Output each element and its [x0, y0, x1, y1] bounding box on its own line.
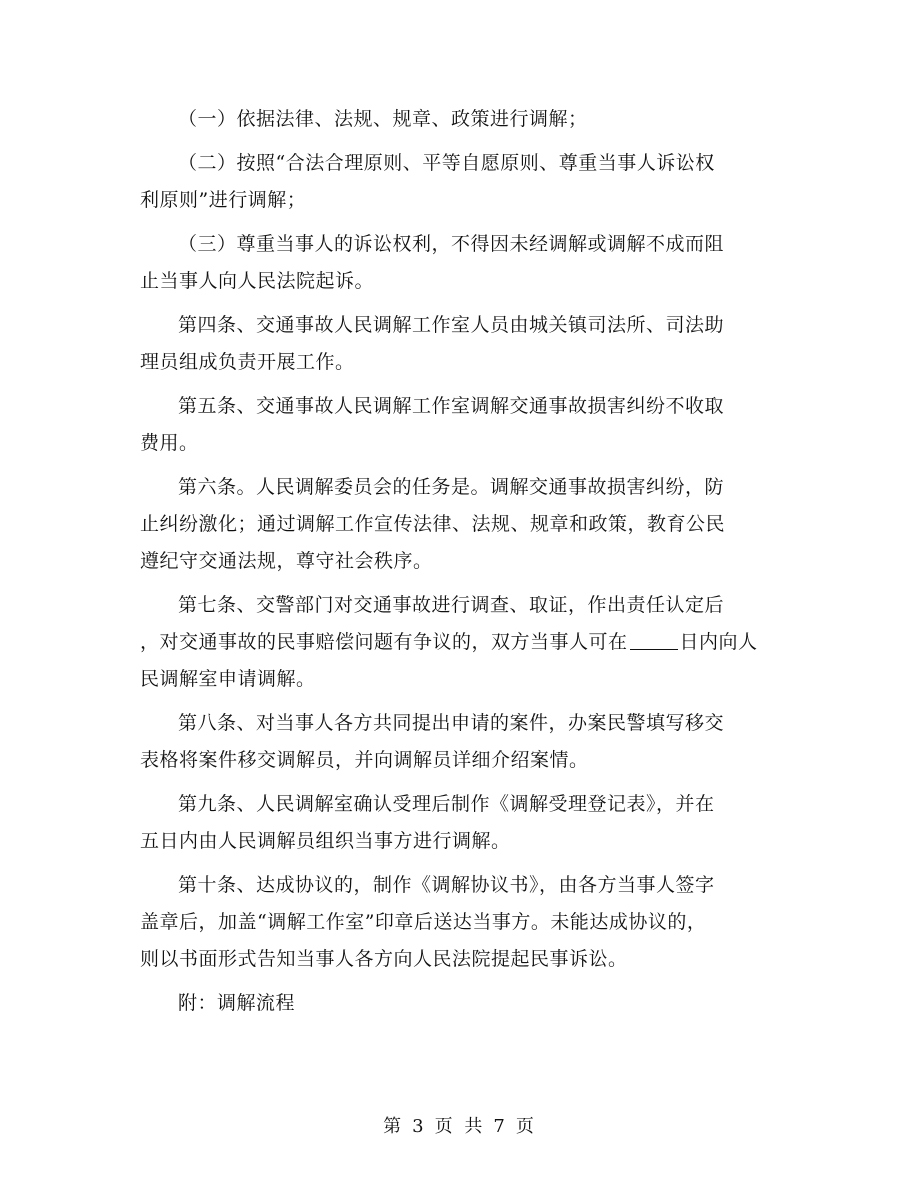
paragraph-line: 则以书面形式告知当事人各方向人民法院提起民事诉讼。: [140, 948, 628, 970]
article-7: [140, 587, 778, 698]
paragraph-2: [140, 145, 778, 219]
article-9: [140, 786, 778, 860]
paragraph-line: 止当事人向人民法院起诉。: [140, 270, 375, 292]
paragraph-line: 第七条、交警部门对交通事故进行调查、取证，作出责任认定后: [178, 594, 725, 616]
paragraph-line: （三）尊重当事人的诉讼权利，不得因未经调解或调解不成而阻: [178, 233, 725, 255]
paragraph-1: [178, 101, 778, 138]
article-4: [140, 307, 778, 381]
paragraph-line: 止纠纷激化；通过调解工作宣传法律、法规、规章和政策，教育公民: [140, 513, 726, 535]
page-number: 3: [412, 1116, 427, 1137]
line-text: ，对交通事故的民事赔偿问题有争议的，双方当事人可在: [140, 631, 628, 653]
paragraph-line: 五日内由人民调解员组织当事方进行调解。: [140, 830, 511, 852]
paragraph-3: [140, 226, 778, 300]
paragraph-line: 第四条、交通事故人民调解工作室人员由城关镇司法所、司法助: [178, 314, 725, 336]
paragraph-line: 表格将案件移交调解员，并向调解员详细介绍案情。: [140, 749, 589, 771]
paragraph-line-with-blank: [140, 624, 778, 661]
paragraph-line: 遵纪守交通法规，尊守社会秩序。: [140, 550, 433, 572]
paragraph-line: （二）按照“合法合理原则、平等自愿原则、尊重当事人诉讼权: [178, 152, 715, 174]
article-5: [140, 388, 778, 462]
paragraph-line: 第六条。人民调解委员会的任务是。调解交通事故损害纠纷，防: [178, 476, 725, 498]
document-body: [140, 101, 778, 1029]
paragraph-line: 利原则”进行调解；: [140, 189, 307, 211]
line-text: 日内向人: [679, 631, 758, 653]
paragraph-line: 盖章后，加盖“调解工作室”印章后送达当事方。未能达成协议的，: [140, 911, 707, 933]
total-pages: 7: [493, 1116, 508, 1137]
article-6: [140, 469, 778, 580]
article-8: [140, 705, 778, 779]
footer-suffix: 页: [515, 1116, 537, 1137]
paragraph-line: 第八条、对当事人各方共同提出申请的案件，办案民警填写移交: [178, 712, 725, 734]
paragraph-line: 第五条、交通事故人民调解工作室调解交通事故损害纠纷不收取: [178, 395, 725, 417]
paragraph-line: 第十条、达成协议的，制作《调解协议书》，由各方当事人签字: [178, 874, 715, 896]
paragraph-line: 民调解室申请调解。: [140, 668, 316, 690]
paragraph-line: 费用。: [140, 432, 199, 454]
paragraph-line: 理员组成负责开展工作。: [140, 351, 355, 373]
page-footer: [0, 1112, 920, 1138]
footer-middle: 页 共: [434, 1116, 486, 1137]
paragraph-line: 第九条、人民调解室确认受理后制作《调解受理登记表》，并在: [178, 793, 715, 815]
fill-in-blank: [630, 631, 678, 650]
appendix-note: [178, 985, 778, 1022]
paragraph-line: 附：调解流程: [178, 992, 296, 1014]
footer-prefix: 第: [383, 1116, 405, 1137]
paragraph-line: （一）依据法律、法规、规章、政策进行调解；: [178, 108, 588, 130]
article-10: [140, 867, 778, 978]
